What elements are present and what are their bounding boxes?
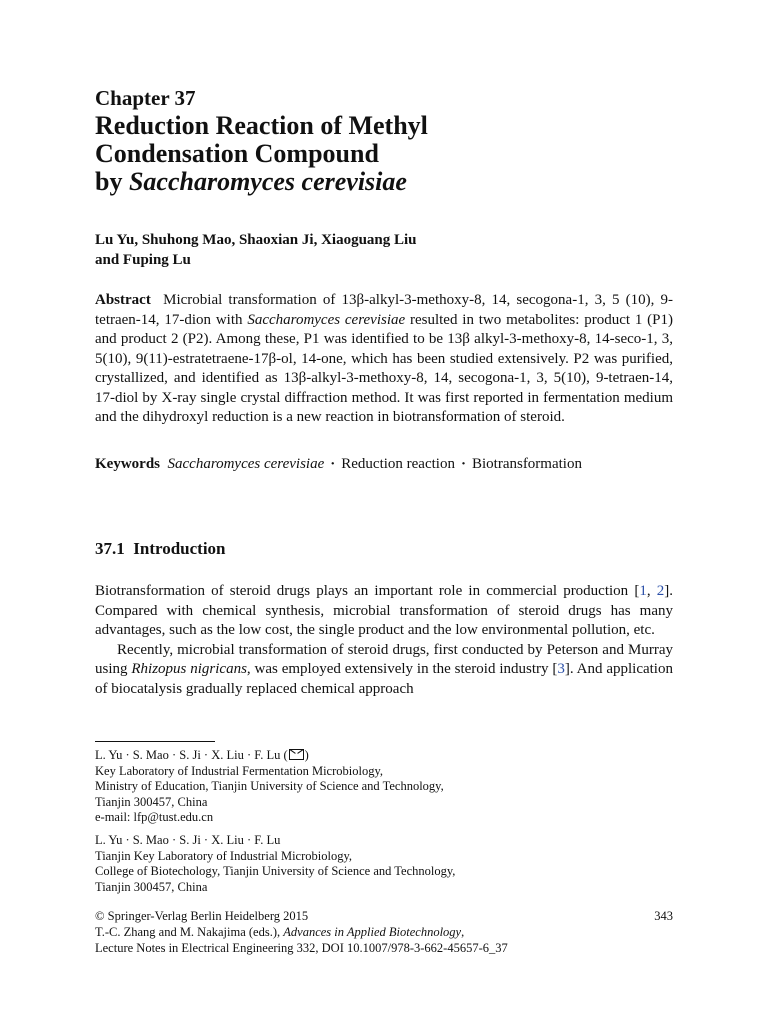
abstract-heading: Abstract	[95, 292, 151, 308]
affiliation-2-line-3: Tianjin 300457, China	[95, 879, 208, 894]
footnote-divider	[95, 741, 215, 742]
intro-p1-text-a: Biotransformation of steroid drugs plays an important role in commercial production [	[95, 583, 640, 599]
author-line-1: Lu Yu, Shuhong Mao, Shaoxian Ji, Xiaoguang Liu	[95, 232, 417, 248]
author-line-2: and Fuping Lu	[95, 252, 191, 268]
intro-p2-text-c: ]. And application of biocatalysis gradually replaced chemical approach	[95, 661, 673, 697]
affiliation-2-line-1: Tianjin Key Laboratory of Industrial Microbiology,	[95, 848, 353, 863]
citation-link-1[interactable]: 1	[639, 583, 647, 599]
author-list	[95, 230, 417, 270]
citation-link-3[interactable]: 3	[557, 661, 565, 677]
keyword-3: Biotransformation	[471, 456, 582, 472]
intro-paragraph-1	[95, 582, 673, 641]
citation-link-2[interactable]: 2	[656, 583, 665, 599]
section-number: 37.1	[95, 539, 125, 558]
abstract-species: Saccharomyces cerevisiae	[247, 311, 406, 328]
affiliation-1-line-3: Tianjin 300457, China	[95, 794, 208, 809]
chapter-title-line-2: Condensation Compound	[95, 139, 379, 168]
copyright-line: © Springer-Verlag Berlin Heidelberg 2015	[95, 909, 309, 923]
book-title: Advances in Applied Biotechnology	[283, 925, 462, 939]
intro-p1-separator: ,	[646, 583, 657, 599]
intro-p2-species: Rhizopus nigricans	[131, 661, 247, 677]
affiliation-block-1	[95, 748, 673, 826]
affiliation-1-names	[95, 748, 673, 764]
publication-footer	[95, 908, 673, 956]
chapter-title-line-3	[95, 168, 428, 196]
keyword-separator: ·	[330, 456, 336, 472]
abstract-text-1: Microbial transformation of 13β-alkyl-3-methoxy-8, 14, secogona-1, 3, 5 (10), 9-tetraen-14, 17-dion with	[95, 292, 674, 328]
affiliation-2-line-2: College of Biotechology, Tianjin University of Science and Technology,	[95, 864, 456, 878]
chapter-title-species: Saccharomyces cerevisiae	[128, 167, 407, 196]
editors-text-end: ,	[461, 925, 465, 939]
affiliation-1-names-text: L. Yu · S. Mao · S. Ji · X. Liu · F. Lu (	[95, 748, 288, 762]
keywords-heading: Keywords	[95, 456, 160, 472]
keyword-1: Saccharomyces cerevisiae	[167, 456, 325, 472]
affiliation-2-names: L. Yu · S. Mao · S. Ji · X. Liu · F. Lu	[95, 833, 281, 847]
chapter-title-line-1: Reduction Reaction of Methyl	[95, 111, 428, 140]
keyword-separator: ·	[460, 456, 466, 472]
intro-p2-text-b: , was employed extensively in the steroid industry [	[246, 661, 558, 677]
page-number: 343	[654, 909, 673, 923]
affiliation-1-email[interactable]: e-mail: lfp@tust.edu.cn	[95, 810, 214, 824]
intro-paragraph-2	[95, 641, 673, 700]
section-title: Introduction	[133, 539, 226, 558]
intro-p2-text-a: Recently, microbial transformation of steroid drugs, first conducted by Peterson and Murray using	[95, 641, 673, 677]
chapter-title-by: by	[95, 167, 129, 196]
introduction-body	[95, 582, 673, 699]
section-heading	[95, 539, 226, 559]
editors-text: T.-C. Zhang and M. Nakajima (eds.),	[95, 925, 284, 939]
chapter-label: Chapter 37	[95, 86, 196, 110]
chapter-title	[95, 112, 428, 196]
affiliation-1-line-2: Ministry of Education, Tianjin University of Science and Technology,	[95, 779, 444, 793]
series-line: Lecture Notes in Electrical Engineering 332, DOI 10.1007/978-3-662-45657-6_37	[95, 941, 508, 955]
abstract-text-2: resulted in two metabolites: product 1 (P1) and product 2 (P2). Among these, P1 was identified to be 13β alkyl-3-methoxy-8, 14-seco-1, 3, 5(10), 9(11)-estratetraene-17β-ol, 14-one, which has been studied extensively. P2 was purified, crystallized, and identified as 13β-alkyl-3-methoxy-8, 14, secogona-1, 3, 5(10), 9-tetraen-14, 17-diol by X-ray single crystal diffraction method. It was first reported in fermentation medium and the dihydroxyl reduction is a new reaction in biotransformation of steroid.	[95, 311, 674, 425]
keyword-2: Reduction reaction	[341, 456, 455, 472]
keywords	[95, 456, 582, 473]
affiliation-block-2	[95, 833, 673, 895]
abstract	[95, 291, 673, 428]
affiliation-1-line-1: Key Laboratory of Industrial Fermentation Microbiology,	[95, 763, 384, 778]
intro-p1-text-b: ]. Compared with chemical synthesis, microbial transformation of steroid drugs has many advantages, such as the low cost, the single product and the low environmental pollution, etc.	[95, 583, 674, 638]
envelope-icon[interactable]	[289, 749, 304, 760]
affiliation-1-names-end: )	[304, 748, 309, 762]
editors-line	[95, 924, 673, 940]
